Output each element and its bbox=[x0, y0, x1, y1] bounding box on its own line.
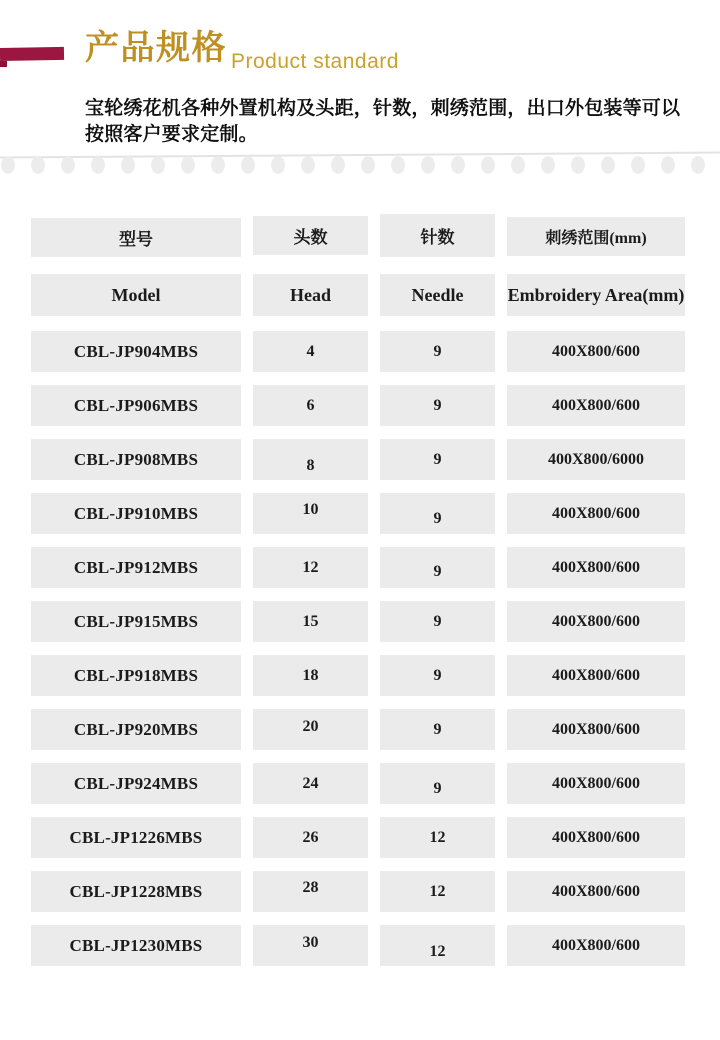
model-cell: CBL-JP906MBS bbox=[31, 385, 241, 426]
header-cell-cn: 刺绣范围(mm) bbox=[507, 217, 685, 256]
model-cell: CBL-JP1228MBS bbox=[31, 871, 241, 912]
table-row bbox=[31, 871, 685, 912]
header-cell-en: Needle bbox=[380, 274, 495, 316]
table-cell: 9 bbox=[380, 709, 495, 750]
model-cell: CBL-JP908MBS bbox=[31, 439, 241, 480]
table-cell: 400X800/600 bbox=[507, 601, 685, 642]
table-cell: 9 bbox=[380, 763, 495, 804]
table-row bbox=[31, 493, 685, 534]
table-header-cn bbox=[31, 218, 685, 261]
table-cell: 24 bbox=[253, 763, 368, 804]
table-cell: 400X800/600 bbox=[507, 709, 685, 750]
model-cell: CBL-JP918MBS bbox=[31, 655, 241, 696]
table-cell: 18 bbox=[253, 655, 368, 696]
table-body bbox=[31, 331, 685, 966]
table-row bbox=[31, 925, 685, 966]
table-row bbox=[31, 655, 685, 696]
header-cell-en: Embroidery Area(mm) bbox=[507, 274, 685, 316]
table-cell: 400X800/600 bbox=[507, 925, 685, 966]
model-cell: CBL-JP915MBS bbox=[31, 601, 241, 642]
table-cell: 30 bbox=[253, 925, 368, 966]
table-cell: 6 bbox=[253, 385, 368, 426]
accent-bar-fragment bbox=[0, 61, 7, 67]
table-row bbox=[31, 817, 685, 858]
table-cell: 4 bbox=[253, 331, 368, 372]
table-cell: 400X800/600 bbox=[507, 763, 685, 804]
table-cell: 400X800/6000 bbox=[507, 439, 685, 480]
table-row bbox=[31, 547, 685, 588]
table-row bbox=[31, 601, 685, 642]
header-cell-en: Model bbox=[31, 274, 241, 316]
table-cell: 12 bbox=[380, 871, 495, 912]
table-header-en bbox=[31, 274, 685, 318]
table-cell: 9 bbox=[380, 331, 495, 372]
table-cell: 400X800/600 bbox=[507, 655, 685, 696]
garland-dots bbox=[0, 155, 720, 177]
description-text bbox=[85, 95, 685, 147]
table-row bbox=[31, 439, 685, 480]
description-line2: 按照客户要求定制。 bbox=[85, 123, 258, 145]
model-cell: CBL-JP1230MBS bbox=[31, 925, 241, 966]
table-cell: 8 bbox=[253, 439, 368, 480]
table-cell: 12 bbox=[380, 817, 495, 858]
header-cell-cn: 头数 bbox=[253, 216, 368, 255]
accent-bar bbox=[0, 47, 64, 61]
page-subtitle: Product standard bbox=[231, 50, 399, 73]
header-cell-en: Head bbox=[253, 274, 368, 316]
table-cell: 28 bbox=[253, 871, 368, 912]
spec-table bbox=[31, 218, 685, 979]
table-row bbox=[31, 385, 685, 426]
table-cell: 20 bbox=[253, 709, 368, 750]
page-title: 产品规格 bbox=[85, 28, 227, 68]
table-row bbox=[31, 331, 685, 372]
model-cell: CBL-JP904MBS bbox=[31, 331, 241, 372]
table-cell: 26 bbox=[253, 817, 368, 858]
table-cell: 9 bbox=[380, 439, 495, 480]
table-cell: 12 bbox=[253, 547, 368, 588]
header-cell-cn: 型号 bbox=[31, 218, 241, 257]
model-cell: CBL-JP924MBS bbox=[31, 763, 241, 804]
table-cell: 9 bbox=[380, 493, 495, 534]
model-cell: CBL-JP912MBS bbox=[31, 547, 241, 588]
model-cell: CBL-JP920MBS bbox=[31, 709, 241, 750]
table-cell: 9 bbox=[380, 601, 495, 642]
table-cell: 400X800/600 bbox=[507, 547, 685, 588]
table-cell: 400X800/600 bbox=[507, 817, 685, 858]
table-cell: 400X800/600 bbox=[507, 385, 685, 426]
model-cell: CBL-JP1226MBS bbox=[31, 817, 241, 858]
table-cell: 400X800/600 bbox=[507, 493, 685, 534]
table-row bbox=[31, 763, 685, 804]
description-line1: 宝轮绣花机各种外置机构及头距，针数，刺绣范围，出口外包装等可以 bbox=[85, 97, 681, 119]
header-cell-cn: 针数 bbox=[380, 214, 495, 257]
table-row bbox=[31, 709, 685, 750]
table-cell: 15 bbox=[253, 601, 368, 642]
garland-border bbox=[0, 146, 720, 178]
table-cell: 9 bbox=[380, 547, 495, 588]
model-cell: CBL-JP910MBS bbox=[31, 493, 241, 534]
table-cell: 400X800/600 bbox=[507, 331, 685, 372]
table-cell: 10 bbox=[253, 493, 368, 534]
table-cell: 400X800/600 bbox=[507, 871, 685, 912]
table-cell: 12 bbox=[380, 925, 495, 966]
table-cell: 9 bbox=[380, 655, 495, 696]
table-cell: 9 bbox=[380, 385, 495, 426]
